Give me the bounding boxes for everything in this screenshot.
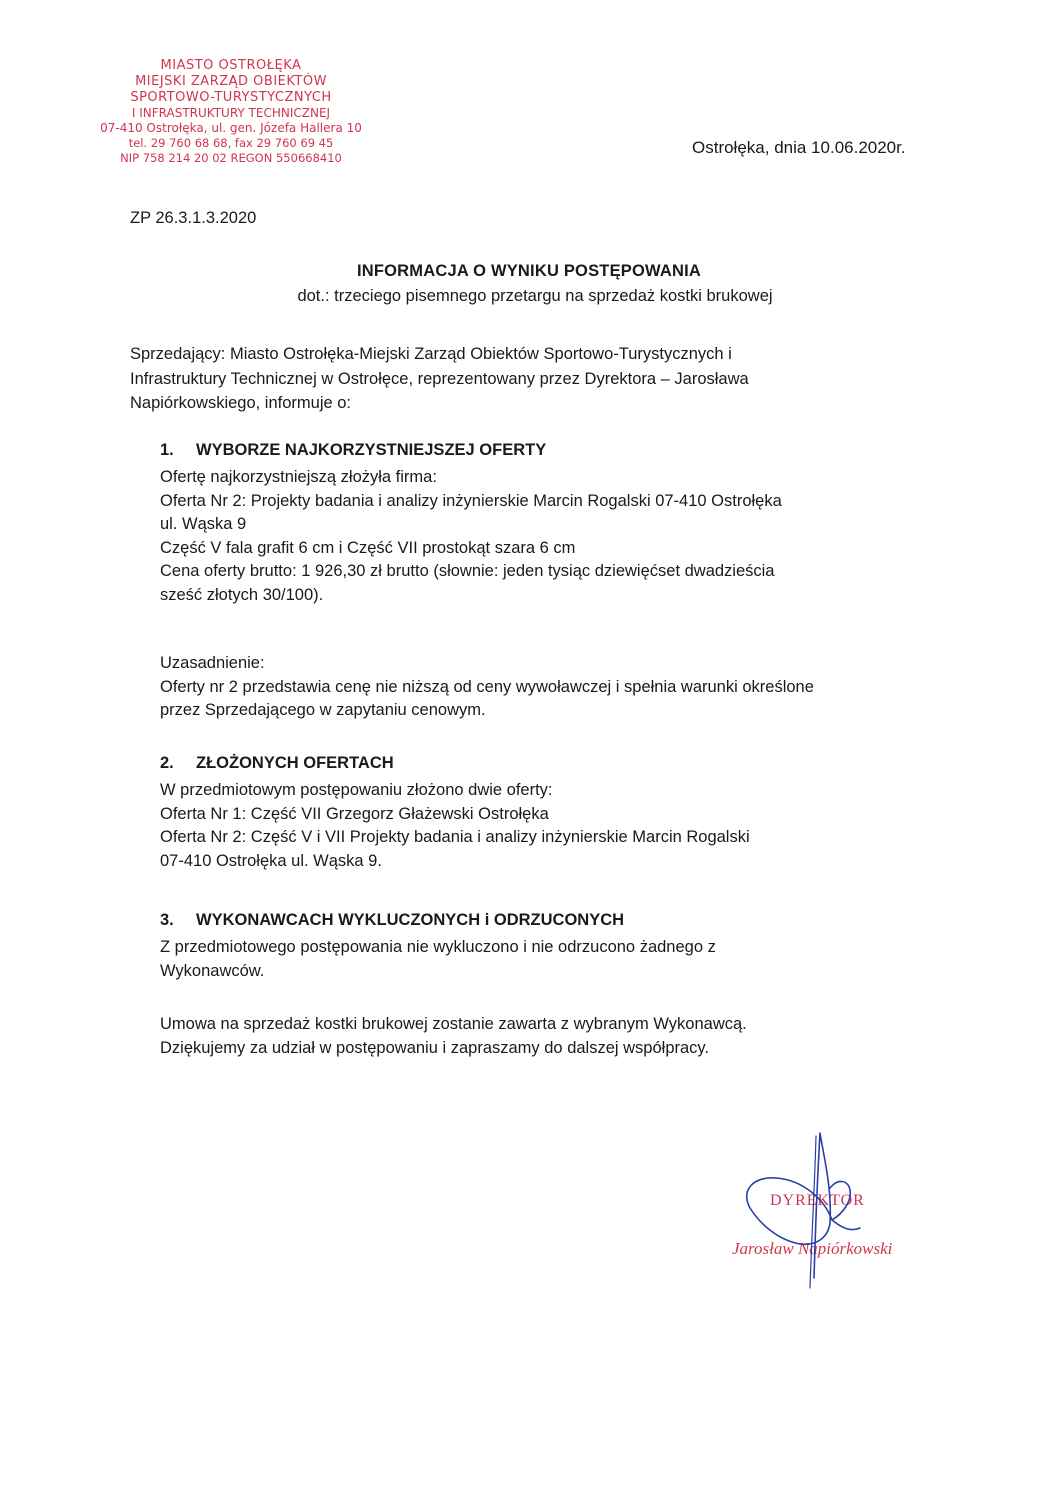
closing-line: Umowa na sprzedaż kostki brukowej zostanie zawarta z wybranym Wykonawcą. — [160, 1015, 747, 1033]
section-3-body — [160, 936, 920, 983]
closing-line: Dziękujemy za udział w postępowaniu i zapraszamy do dalszej współpracy. — [160, 1038, 710, 1057]
document-title: INFORMACJA O WYNIKU POSTĘPOWANIA — [356, 262, 702, 280]
stamp-line: I INFRASTRUKTURY TECHNICZNEJ — [131, 106, 331, 120]
justification-label: Uzasadnienie: — [160, 654, 265, 672]
body-line: 07-410 Ostrołęka ul. Wąska 9. — [160, 851, 382, 870]
section-heading-text: WYBORZE NAJKORZYSTNIEJSZEJ OFERTY — [196, 441, 547, 459]
stamp-line: 07-410 Ostrołęka, ul. gen. Józefa Hallera 10 — [100, 121, 362, 135]
section-2-heading — [160, 754, 394, 773]
stamp-line: tel. 29 760 68 68, fax 29 760 69 45 — [128, 136, 334, 150]
reference-number: ZP 26.3.1.3.2020 — [130, 209, 257, 227]
body-line: sześć złotych 30/100). — [160, 585, 324, 604]
body-line: Oferta Nr 2: Część V i VII Projekty badania i analizy inżynierskie Marcin Rogalski — [160, 828, 750, 846]
body-line: Oferta Nr 2: Projekty badania i analizy inżynierskie Marcin Rogalski 07-410 Ostrołęka — [160, 491, 782, 510]
body-line: Ofertę najkorzystniejszą złożyła firma: — [160, 468, 437, 486]
body-line: Z przedmiotowego postępowania nie wykluczono i nie odrzucono żadnego z — [160, 938, 716, 956]
body-line: Cena oferty brutto: 1 926,30 zł brutto (słownie: jeden tysiąc dziewięćset dwadzieścia — [160, 562, 775, 580]
section-number: 2. — [160, 754, 174, 772]
body-line: przez Sprzedającego w zapytaniu cenowym. — [160, 701, 486, 719]
document-subtitle: dot.: trzeciego pisemnego przetargu na sprzedaż kostki brukowej — [297, 287, 773, 305]
document-date: Ostrołęka, dnia 10.06.2020r. — [692, 138, 906, 157]
institution-stamp — [86, 58, 376, 166]
stamp-line: NIP 758 214 20 02 REGON 550668410 — [120, 151, 342, 165]
signature-title: DYREKTOR — [770, 1192, 865, 1209]
intro-line: Infrastruktury Technicznej w Ostrołęce, reprezentowany przez Dyrektora – Jarosława — [130, 369, 749, 388]
section-heading-text: WYKONAWCACH WYKLUCZONYCH i ODRZUCONYCH — [196, 911, 625, 929]
section-number: 3. — [160, 911, 174, 929]
intro-line: Sprzedający: Miasto Ostrołęka-Miejski Zarząd Obiektów Sportowo-Turystycznych i — [130, 345, 732, 363]
body-line: Część V fala grafit 6 cm i Część VII prostokąt szara 6 cm — [160, 538, 576, 557]
stamp-line: MIASTO OSTROŁĘKA — [160, 58, 302, 73]
section-number: 1. — [160, 441, 174, 459]
section-2-body — [160, 779, 920, 873]
body-line: ul. Wąska 9 — [160, 515, 247, 533]
body-line: Wykonawców. — [160, 961, 265, 980]
intro-paragraph — [130, 342, 930, 416]
body-line: Oferta Nr 1: Część VII Grzegorz Głażewski Ostrołęka — [160, 804, 549, 823]
signature-name: Jarosław Napiórkowski — [732, 1239, 893, 1258]
closing-paragraph — [160, 1013, 920, 1060]
section-3-heading — [160, 911, 624, 930]
section-1-justification — [160, 652, 920, 723]
stamp-line: SPORTOWO-TURYSTYCZNYCH — [130, 90, 332, 105]
section-1-body — [160, 466, 920, 607]
signature-stroke — [747, 1133, 860, 1278]
body-line: Oferty nr 2 przedstawia cenę nie niższą od ceny wywoławczej i spełnia warunki określone — [160, 677, 814, 696]
intro-line: Napiórkowskiego, informuje o: — [130, 394, 352, 412]
body-line: W przedmiotowym postępowaniu złożono dwie oferty: — [160, 781, 553, 799]
handwritten-signature — [720, 1128, 960, 1298]
section-heading-text: ZŁOŻONYCH OFERTACH — [196, 754, 394, 772]
section-1-heading — [160, 441, 546, 460]
stamp-line: MIEJSKI ZARZĄD OBIEKTÓW — [135, 74, 327, 89]
